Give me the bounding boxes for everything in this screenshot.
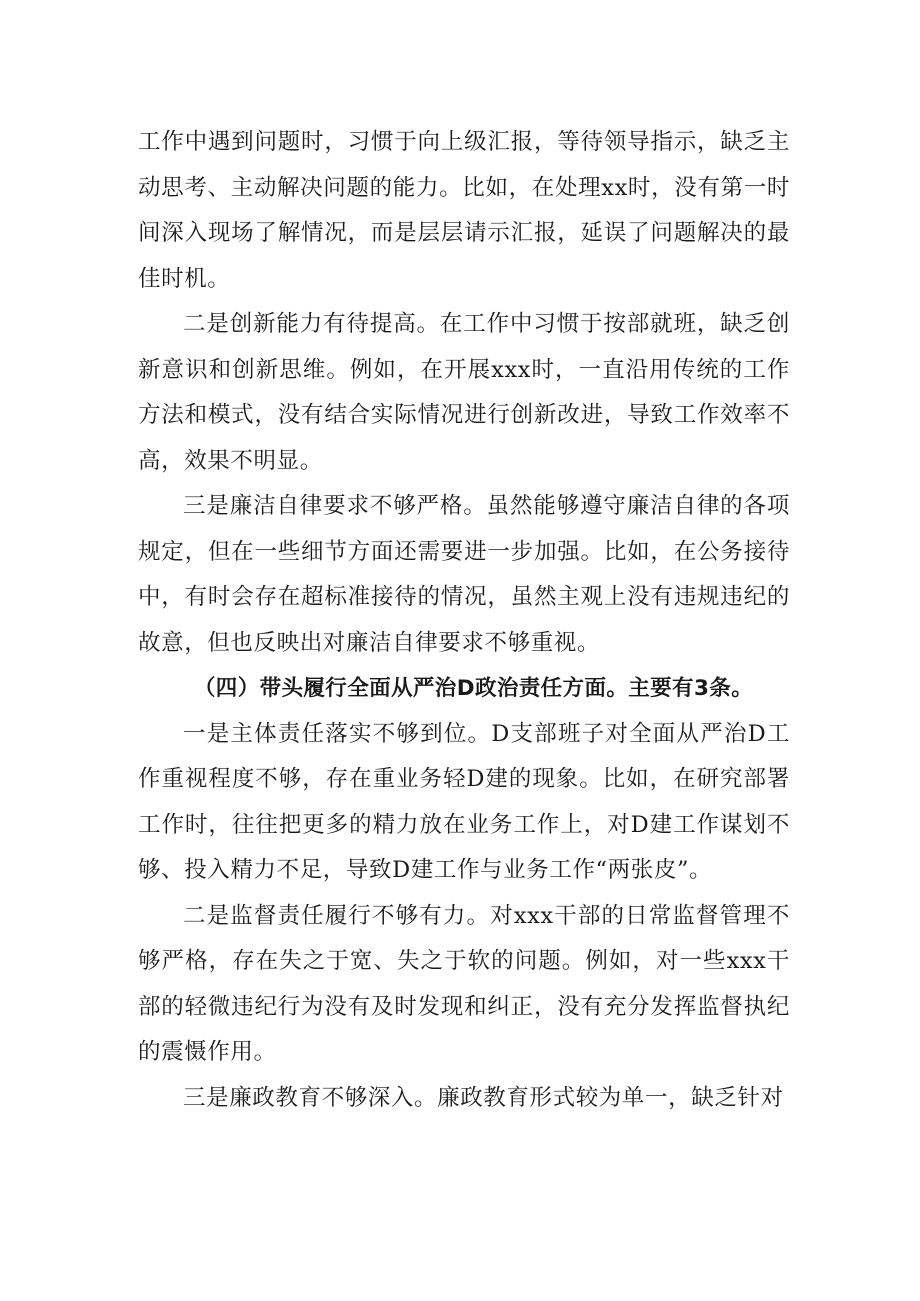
paragraph-main-responsibility: 一是主体责任落实不够到位。D支部班子对全面从严治D工作重视程度不够，存在重业务轻D建的现象。比如，在研究部署工作时，往往把更多的精力放在业务工作上，对D建工作谋划不够、投入精力不足，导致D建工作与业务工作“两张皮”。 bbox=[138, 720, 790, 883]
document-body bbox=[138, 120, 790, 1121]
section-heading: （四）带头履行全面从严治D政治责任方面。主要有3条。 bbox=[193, 676, 754, 701]
paragraph-integrity: 三是廉洁自律要求不够严格。虽然能够遵守廉洁自律的各项规定，但在一些细节方面还需要进一步加强。比如，在公务接待中，有时会存在超标准接待的情况，虽然主观上没有违规违纪的故意，但也反映出对廉洁自律要求不够重视。 bbox=[138, 493, 790, 656]
paragraph-continuation: 工作中遇到问题时，习惯于向上级汇报，等待领导指示，缺乏主动思考、主动解决问题的能力。比如，在处理xx时，没有第一时间深入现场了解情况，而是层层请示汇报，延误了问题解决的最佳时机。 bbox=[138, 129, 790, 292]
paragraph-education: 三是廉政教育不够深入。廉政教育形式较为单一，缺乏针对 bbox=[183, 1084, 784, 1111]
paragraph-supervision: 二是监督责任履行不够有力。对xxx干部的日常监督管理不够严格，存在失之于宽、失之于软的问题。例如，对一些xxx干部的轻微违纪行为没有及时发现和纠正，没有充分发挥监督执纪的震慑作用。 bbox=[138, 902, 790, 1065]
paragraph-innovation: 二是创新能力有待提高。在工作中习惯于按部就班，缺乏创新意识和创新思维。例如，在开展xxx时，一直沿用传统的工作方法和模式，没有结合实际情况进行创新改进，导致工作效率不高，效果不明显。 bbox=[138, 311, 790, 474]
